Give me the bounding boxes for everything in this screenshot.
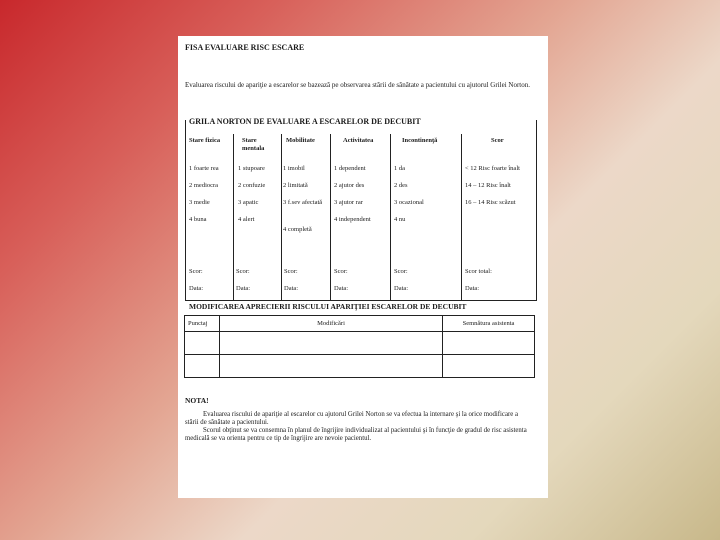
col-header-activitatea: Activitatea <box>343 136 374 144</box>
table-row <box>185 331 535 354</box>
score-total-label: Scor total: <box>465 267 492 275</box>
grid-item: 2 limitată <box>283 181 308 189</box>
grid-item: < 12 Risc foarte înalt <box>465 164 520 172</box>
mod-header-modificari: Modificări <box>220 315 443 331</box>
table-cell[interactable] <box>443 354 535 377</box>
date-label: Data: <box>394 284 409 292</box>
intro-paragraph: Evaluarea riscului de apariţie a escarelor se bazează pe observarea stării de sănătate a pacientului cu ajutorul Grilei Norton. <box>185 81 530 89</box>
score-label: Scor: <box>284 267 298 275</box>
grid-item: 3 apatic <box>238 198 259 206</box>
grid-divider <box>461 134 462 300</box>
col-header-stare-fizica: Stare fizica <box>189 136 221 144</box>
norton-grid <box>185 116 537 301</box>
grid-item: 3 ajutor rar <box>334 198 363 206</box>
table-cell[interactable] <box>220 331 443 354</box>
date-label: Data: <box>284 284 299 292</box>
grid-item: 1 imobil <box>283 164 305 172</box>
nota-paragraph: Scorul obţinut se va consemna în planul de îngrijire individualizat al pacientului şi în funcţie de gradul de risc asistenta medicală se va orienta pentru ce tip de îngrijire are nevoie pacientul. <box>185 427 527 443</box>
table-row <box>185 354 535 377</box>
grid-item: 3 ocazional <box>394 198 424 206</box>
score-label: Scor: <box>334 267 348 275</box>
date-label: Data: <box>334 284 349 292</box>
grid-item: 16 – 14 Risc scăzut <box>465 198 516 206</box>
grid-divider <box>390 134 391 300</box>
grid-item: 1 stupoare <box>238 164 265 172</box>
col-header-stare-mentala: Stare mentala <box>242 136 265 152</box>
grid-item: 4 nu <box>394 215 406 223</box>
grid-item: 3 f.sev afectată <box>283 198 323 206</box>
grid-item: 1 da <box>394 164 406 172</box>
grid-divider <box>281 134 282 300</box>
score-label: Scor: <box>236 267 250 275</box>
mod-header-punctaj: Punctaj <box>185 315 220 331</box>
score-label: Scor: <box>394 267 408 275</box>
date-label: Data: <box>465 284 480 292</box>
grid-item: 2 ajutor des <box>334 181 365 189</box>
table-cell[interactable] <box>185 354 220 377</box>
date-label: Data: <box>189 284 204 292</box>
document-title: FISA EVALUARE RISC ESCARE <box>185 43 305 52</box>
table-cell[interactable] <box>185 331 220 354</box>
grid-item: 2 confuzie <box>238 181 266 189</box>
grid-item: 4 alert <box>238 215 255 223</box>
nota-body <box>185 411 532 444</box>
mod-header-semnatura: Semnătura asistenta <box>443 315 535 331</box>
col-header-incontinenta: Incontinenţă <box>402 136 438 144</box>
grid-item: 1 dependent <box>334 164 366 172</box>
col-header-mobilitate: Mobilitate <box>286 136 315 144</box>
nota-title: NOTA! <box>185 395 209 405</box>
col-header-scor: Scor <box>491 136 504 144</box>
table-cell[interactable] <box>443 331 535 354</box>
grid-item: 4 completă <box>283 225 312 233</box>
modification-title: MODIFICAREA APRECIERII RISCULUI APARIŢIEI ESCARELOR DE DECUBIT <box>189 301 467 311</box>
grid-item: 4 buna <box>189 215 207 223</box>
grid-divider <box>330 134 331 300</box>
document-page <box>178 36 548 498</box>
table-cell[interactable] <box>220 354 443 377</box>
date-label: Data: <box>236 284 251 292</box>
grid-item: 3 medie <box>189 198 210 206</box>
score-label: Scor: <box>189 267 203 275</box>
nota-paragraph: Evaluarea riscului de apariţie al escarelor cu ajutorul Grilei Norton se va efectua la internare şi la orice modificare a stării de sănătate a pacientului. <box>185 410 518 426</box>
modification-table <box>184 315 535 378</box>
grid-title: GRILA NORTON DE EVALUARE A ESCARELOR DE DECUBIT <box>189 116 421 126</box>
grid-item: 2 mediocra <box>189 181 219 189</box>
grid-item: 1 foarte rea <box>189 164 219 172</box>
grid-item: 14 – 12 Risc înalt <box>465 181 511 189</box>
grid-item: 4 independent <box>334 215 371 223</box>
grid-divider <box>233 134 234 300</box>
grid-item: 2 des <box>394 181 408 189</box>
